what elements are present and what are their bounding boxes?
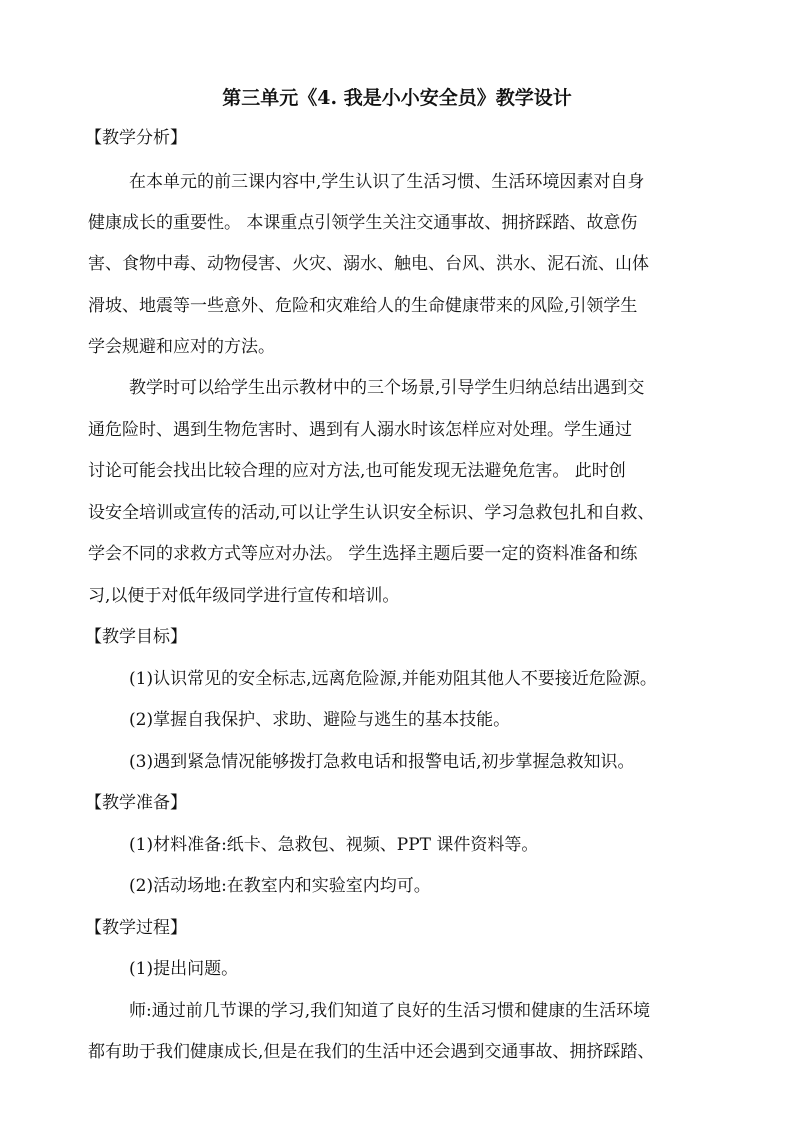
- paragraph-line: 通危险时、遇到生物危害时、遇到有人溺水时该怎样应对处理。学生通过: [88, 420, 632, 440]
- paragraph-line: 都有助于我们健康成长,但是在我们的生活中还会遇到交通事故、拥挤踩踏、: [88, 1042, 655, 1062]
- paragraph-line: 滑坡、地震等一些意外、危险和灾难给人的生命健康带来的风险,引领学生: [88, 296, 638, 316]
- paragraph-line: 教学时可以给学生出示教材中的三个场景,引导学生归纳总结出遇到交: [129, 378, 645, 398]
- paragraph-line: 师:通过前几节课的学习,我们知道了良好的生活习惯和健康的生活环境: [129, 1001, 651, 1021]
- paragraph-line: 学会不同的求救方式等应对办法。 学生选择主题后要一定的资料准备和练: [88, 544, 638, 564]
- list-item: (1)认识常见的安全标志,远离危险源,并能劝阻其他人不要接近危险源。: [129, 669, 657, 689]
- paragraph-line: 设安全培训或宣传的活动,可以让学生认识安全标识、学习急救包扎和自救、: [88, 503, 655, 523]
- paragraph-line: 健康成长的重要性。 本课重点引领学生关注交通事故、拥挤踩踏、故意伤: [88, 213, 638, 233]
- list-item: (2)活动场地:在教室内和实验室内均可。: [129, 876, 431, 896]
- list-item: (3)遇到紧急情况能够拨打急救电话和报警电话,初步掌握急救知识。: [129, 752, 635, 772]
- section-heading-goals: 【教学目标】: [85, 627, 187, 647]
- paragraph-line: 在本单元的前三课内容中,学生认识了生活习惯、生活环境因素对自身: [129, 172, 645, 192]
- list-item: (2)掌握自我保护、求助、避险与逃生的基本技能。: [129, 710, 511, 730]
- paragraph-line: 讨论可能会找出比较合理的应对方法,也可能发现无法避免危害。 此时创: [88, 461, 626, 481]
- list-item: (1)材料准备:纸卡、急救包、视频、PPT 课件资料等。: [129, 835, 539, 855]
- section-heading-process: 【教学过程】: [85, 918, 187, 938]
- paragraph-line: 学会规避和应对的方法。: [88, 337, 275, 357]
- paragraph-line: 害、食物中毒、动物侵害、火灾、溺水、触电、台风、洪水、泥石流、山体: [88, 254, 649, 274]
- list-item: (1)提出问题。: [129, 959, 239, 979]
- paragraph-line: 习,以便于对低年级同学进行宣传和培训。: [88, 586, 400, 606]
- document-title: 第三单元《4. 我是小小安全员》教学设计: [222, 87, 572, 109]
- section-heading-analysis: 【教学分析】: [85, 128, 187, 148]
- section-heading-preparation: 【教学准备】: [85, 793, 187, 813]
